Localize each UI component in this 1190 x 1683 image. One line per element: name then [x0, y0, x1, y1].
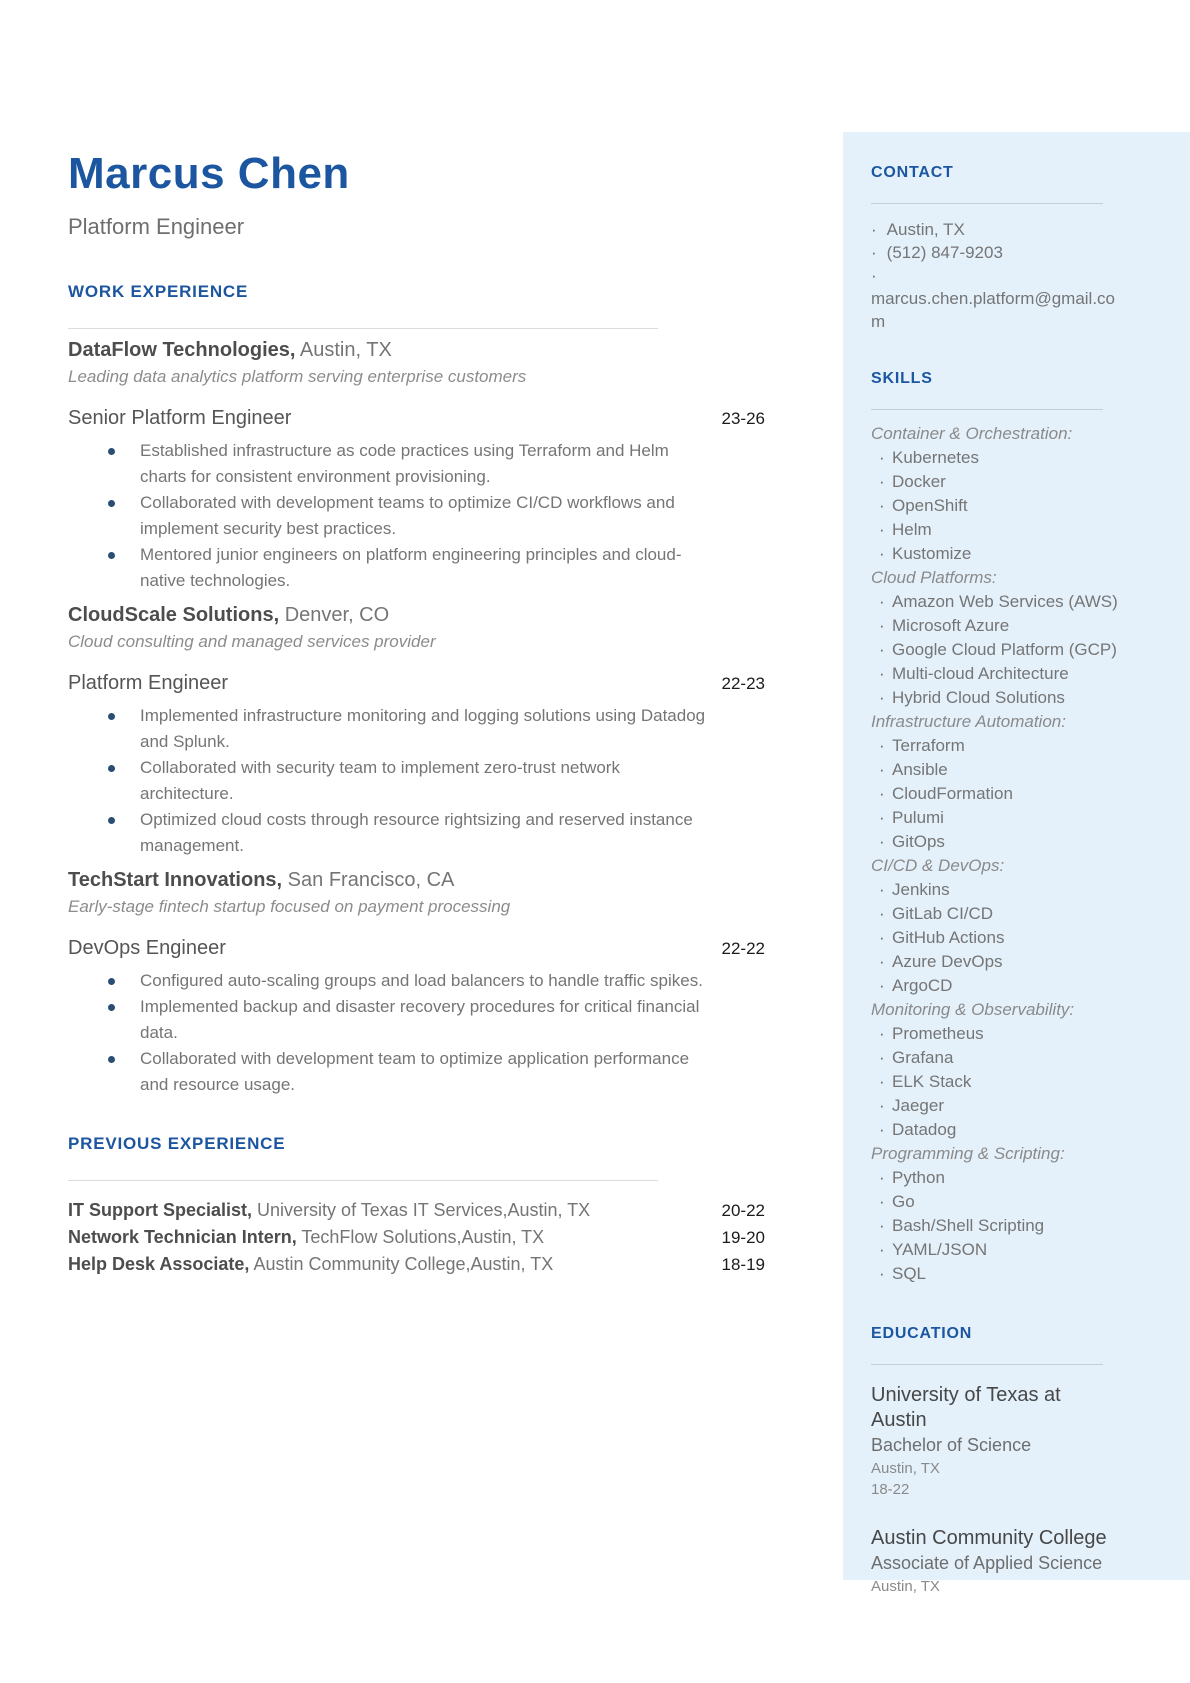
bullet-dot-icon: · [879, 760, 885, 779]
company-line [68, 867, 765, 893]
skill-text: Python [892, 1168, 945, 1187]
role-row [68, 405, 765, 432]
skill-text: Ansible [892, 760, 948, 779]
role-dates: 22-22 [721, 939, 765, 958]
sidebar-divider [871, 409, 1103, 410]
skill-text: Google Cloud Platform (GCP) [892, 640, 1117, 659]
previous-org: Austin Community College,Austin, TX [253, 1254, 554, 1274]
skill-item [871, 974, 1166, 998]
work-entry [68, 867, 765, 1098]
previous-experience-rows [68, 1197, 765, 1278]
sidebar-divider [871, 203, 1103, 204]
contact-email [871, 264, 1166, 333]
skill-item [871, 1166, 1166, 1190]
bullet-dot-icon: · [879, 832, 885, 851]
role-title: DevOps Engineer [68, 937, 226, 959]
bullet-dot-icon: · [871, 220, 877, 239]
sidebar [871, 163, 1166, 1597]
bullet-dot-icon [108, 1056, 115, 1063]
bullet-item [68, 490, 762, 542]
skill-text: YAML/JSON [892, 1240, 988, 1259]
skill-text: Grafana [892, 1048, 954, 1067]
skill-item [871, 1046, 1166, 1070]
skill-item [871, 686, 1166, 710]
previous-role: IT Support Specialist, [68, 1200, 253, 1220]
skill-text: Go [892, 1192, 915, 1211]
company-location: San Francisco, CA [287, 869, 455, 891]
skill-item [871, 590, 1166, 614]
company-name: DataFlow Technologies, [68, 339, 296, 361]
skill-text: Hybrid Cloud Solutions [892, 688, 1065, 707]
bullet-dot-icon: · [879, 472, 885, 491]
bullet-dot-icon: · [879, 808, 885, 827]
skill-text: Kubernetes [892, 448, 979, 467]
skill-text: Pulumi [892, 808, 944, 827]
contact-text: marcus.chen.platform@gmail.com [871, 289, 1116, 331]
skill-text: Bash/Shell Scripting [892, 1216, 1045, 1235]
bullet-dot-icon [108, 552, 115, 559]
school-location: Austin, TX [871, 1460, 940, 1477]
bullet-dot-icon: · [879, 496, 885, 515]
previous-org: University of Texas IT Services,Austin, TX [257, 1200, 591, 1220]
company-location: Denver, CO [284, 604, 390, 626]
bullet-dot-icon: · [879, 448, 885, 467]
skill-item [871, 1022, 1166, 1046]
company-location: Austin, TX [299, 339, 392, 361]
work-entry [68, 337, 765, 594]
bullet-dot-icon: · [879, 1048, 885, 1067]
company-name: TechStart Innovations, [68, 869, 283, 891]
skill-item [871, 1094, 1166, 1118]
skill-text: Multi-cloud Architecture [892, 664, 1069, 683]
candidate-name: Marcus Chen [68, 149, 350, 198]
company-line [68, 337, 765, 363]
bullet-dot-icon: · [879, 592, 885, 611]
skill-item [871, 518, 1166, 542]
bullet-dot-icon: · [879, 1192, 885, 1211]
bullet-item [68, 755, 762, 807]
bullet-dot-icon: · [879, 1024, 885, 1043]
skill-item [871, 542, 1166, 566]
skill-category-label: Infrastructure Automation: [871, 712, 1066, 731]
skill-text: GitHub Actions [892, 928, 1005, 947]
previous-row [68, 1197, 765, 1224]
skill-text: Jaeger [892, 1096, 944, 1115]
bullet-dot-icon: · [879, 1072, 885, 1091]
section-divider [68, 328, 658, 329]
bullet-text: Mentored junior engineers on platform engineering principles and cloud-native technologies. [140, 545, 682, 590]
skill-item [871, 494, 1166, 518]
bullet-item [68, 968, 762, 994]
contact-item [871, 241, 1166, 264]
school-location: Austin, TX [871, 1578, 940, 1595]
bullet-item [68, 703, 762, 755]
bullet-dot-icon: · [879, 904, 885, 923]
skill-item [871, 446, 1166, 470]
school-name: University of Texas at Austin [871, 1384, 1061, 1431]
bullet-dot-icon: · [879, 784, 885, 803]
skill-text: Docker [892, 472, 946, 491]
skill-text: GitLab CI/CD [892, 904, 994, 923]
skills-list [871, 422, 1166, 1286]
skill-text: Kustomize [892, 544, 972, 563]
bullet-dot-icon: · [879, 640, 885, 659]
role-dates: 23-26 [721, 409, 765, 428]
bullet-dot-icon: · [879, 736, 885, 755]
skill-item [871, 1118, 1166, 1142]
skill-text: Amazon Web Services (AWS) [892, 592, 1118, 611]
school-degree: Associate of Applied Science [871, 1553, 1103, 1573]
candidate-title: Platform Engineer [68, 214, 245, 239]
skill-text: ELK Stack [892, 1072, 972, 1091]
company-tagline: Cloud consulting and managed services provider [68, 632, 436, 651]
company-line [68, 602, 765, 628]
bullet-dot-icon: · [879, 1096, 885, 1115]
bullet-dot-icon: · [879, 952, 885, 971]
skill-item [871, 470, 1166, 494]
bullet-dot-icon [108, 978, 115, 985]
bullet-dot-icon: · [879, 664, 885, 683]
bullet-text: Configured auto-scaling groups and load balancers to handle traffic spikes. [140, 971, 703, 990]
skill-item [871, 950, 1166, 974]
bullet-dot-icon [108, 500, 115, 507]
previous-experience-heading: PREVIOUS EXPERIENCE [68, 1134, 286, 1153]
previous-row [68, 1251, 765, 1278]
bullet-dot-icon [108, 448, 115, 455]
skill-item [871, 902, 1166, 926]
skills-heading: SKILLS [871, 370, 933, 387]
bullet-dot-icon: · [879, 688, 885, 707]
skill-text: Terraform [892, 736, 965, 755]
school-entry [871, 1383, 1166, 1500]
skill-text: Microsoft Azure [892, 616, 1010, 635]
contact-list [871, 218, 1166, 333]
role-dates: 22-23 [721, 674, 765, 693]
bullet-dot-icon: · [879, 520, 885, 539]
previous-role: Help Desk Associate, [68, 1254, 250, 1274]
bullet-text: Established infrastructure as code practices using Terraform and Helm charts for consistent environment provisioning. [140, 441, 669, 486]
bullet-dot-icon: · [879, 976, 885, 995]
education-list [871, 1383, 1166, 1597]
bullet-dot-icon: · [871, 243, 877, 262]
skill-text: Datadog [892, 1120, 957, 1139]
bullet-item [68, 438, 762, 490]
bullet-text: Collaborated with development teams to optimize CI/CD workflows and implement security best practices. [140, 493, 675, 538]
school-entry [871, 1526, 1166, 1597]
bullet-item [68, 1046, 762, 1098]
skill-item [871, 758, 1166, 782]
role-row [68, 670, 765, 697]
bullet-dot-icon [108, 713, 115, 720]
main-column [68, 148, 765, 1278]
bullet-dot-icon: · [879, 1168, 885, 1187]
bullet-dot-icon: · [879, 1216, 885, 1235]
skill-category-label: CI/CD & DevOps: [871, 856, 1005, 875]
skill-item [871, 782, 1166, 806]
bullet-dot-icon: · [879, 1120, 885, 1139]
work-entry [68, 602, 765, 859]
bullet-dot-icon: · [871, 266, 877, 285]
skill-item [871, 926, 1166, 950]
role-row [68, 935, 765, 962]
role-title: Senior Platform Engineer [68, 407, 292, 429]
skill-item [871, 1190, 1166, 1214]
skill-item [871, 662, 1166, 686]
previous-org: TechFlow Solutions,Austin, TX [301, 1227, 545, 1247]
work-entries [68, 337, 765, 1098]
school-name: Austin Community College [871, 1527, 1107, 1549]
skill-category-label: Monitoring & Observability: [871, 1000, 1075, 1019]
bullet-text: Collaborated with security team to implement zero-trust network architecture. [140, 758, 620, 803]
skill-text: Azure DevOps [892, 952, 1003, 971]
bullet-list [68, 703, 765, 859]
skill-text: GitOps [892, 832, 945, 851]
bullet-dot-icon: · [879, 928, 885, 947]
bullet-list [68, 438, 765, 594]
skill-item [871, 638, 1166, 662]
contact-text: Austin, TX [886, 220, 965, 239]
school-degree: Bachelor of Science [871, 1435, 1032, 1455]
skill-text: CloudFormation [892, 784, 1013, 803]
skill-text: SQL [892, 1264, 927, 1283]
role-title: Platform Engineer [68, 672, 229, 694]
previous-role-org [68, 1197, 590, 1223]
previous-role: Network Technician Intern, [68, 1227, 297, 1247]
previous-dates: 20-22 [721, 1201, 765, 1220]
previous-role-org [68, 1251, 553, 1277]
previous-dates: 19-20 [721, 1228, 765, 1247]
skill-item [871, 878, 1166, 902]
company-tagline: Leading data analytics platform serving enterprise customers [68, 367, 527, 386]
skill-text: Jenkins [892, 880, 950, 899]
bullet-dot-icon: · [879, 1240, 885, 1259]
previous-role-org [68, 1224, 544, 1250]
bullet-dot-icon [108, 817, 115, 824]
bullet-dot-icon: · [879, 1264, 885, 1283]
previous-row [68, 1224, 765, 1251]
contact-item [871, 218, 1166, 241]
school-dates: 18-22 [871, 1481, 910, 1498]
skill-category-label: Cloud Platforms: [871, 568, 997, 587]
skill-category-label: Programming & Scripting: [871, 1144, 1065, 1163]
contact-heading: CONTACT [871, 164, 954, 181]
skill-item [871, 806, 1166, 830]
skill-item [871, 1070, 1166, 1094]
bullet-dot-icon: · [879, 880, 885, 899]
skill-item [871, 1262, 1166, 1286]
company-tagline: Early-stage fintech startup focused on payment processing [68, 897, 511, 916]
skill-text: ArgoCD [892, 976, 953, 995]
bullet-text: Collaborated with development team to optimize application performance and resource usage. [140, 1049, 690, 1094]
bullet-dot-icon: · [879, 616, 885, 635]
sidebar-divider [871, 1364, 1103, 1365]
work-experience-heading: WORK EXPERIENCE [68, 282, 249, 301]
skill-item [871, 734, 1166, 758]
skill-text: Prometheus [892, 1024, 984, 1043]
skill-item [871, 1214, 1166, 1238]
skill-item [871, 1238, 1166, 1262]
skill-text: Helm [892, 520, 932, 539]
bullet-dot-icon [108, 1004, 115, 1011]
bullet-text: Optimized cloud costs through resource rightsizing and reserved instance management. [140, 810, 693, 855]
education-heading: EDUCATION [871, 1325, 973, 1342]
bullet-item [68, 807, 762, 859]
skill-item [871, 614, 1166, 638]
previous-dates: 18-19 [721, 1255, 765, 1274]
bullet-item [68, 542, 762, 594]
section-divider [68, 1180, 658, 1181]
company-name: CloudScale Solutions, [68, 604, 280, 626]
bullet-dot-icon [108, 765, 115, 772]
contact-text: (512) 847-9203 [886, 243, 1003, 262]
bullet-item [68, 994, 762, 1046]
skill-item [871, 830, 1166, 854]
bullet-text: Implemented infrastructure monitoring and logging solutions using Datadog and Splunk. [140, 706, 706, 751]
bullet-dot-icon: · [879, 544, 885, 563]
bullet-text: Implemented backup and disaster recovery procedures for critical financial data. [140, 997, 700, 1042]
bullet-list [68, 968, 765, 1098]
skill-category-label: Container & Orchestration: [871, 424, 1073, 443]
skill-text: OpenShift [892, 496, 968, 515]
